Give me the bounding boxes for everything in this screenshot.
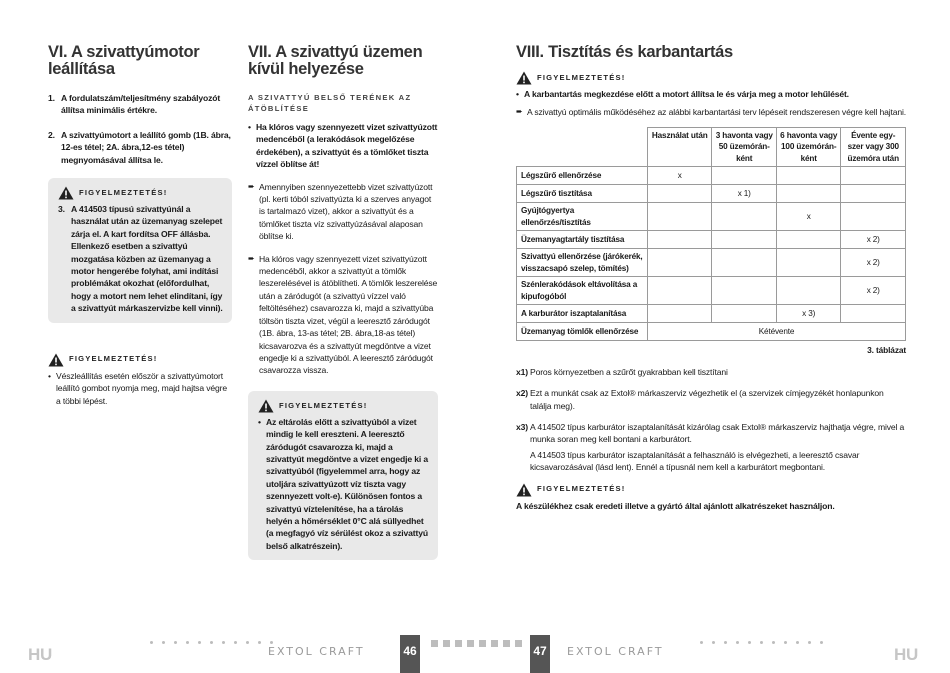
warning-title: FIGYELMEZTETÉS! xyxy=(279,400,368,410)
footer-dots xyxy=(700,641,823,645)
warning-text: Vészleállítás esetén először a szivattyúmotort leállító gombot nyomja meg, majd hajtsa végre a többi lépést. xyxy=(56,370,227,406)
table-cell: x 2) xyxy=(841,249,906,277)
footnote-key: x2) xyxy=(516,388,528,399)
table-cell xyxy=(841,167,906,185)
warning-text: Az eltárolás előtt a szivattyúból a vizet mindig le kell ereszteni. A leeresztő záródugót csavarozza ki, majd a szivattyút megdöntve a vizet engedje ki a szivattyúból (figyelemmel arra, hogy az utoljára szivattyúzott víz tiszta vagy szennyezett volt-e). Különösen fontos a szivattyú víztelenítése, ha a tárolás helyén a hőmérséklet 0°C alá süllyedhet (a megfagyó víz sérülést okoz a szivattyú belső alkatrészein). xyxy=(266,416,428,551)
page-language-label: HU xyxy=(28,645,52,664)
table-cell xyxy=(841,305,906,323)
warning-box-fuel-valve xyxy=(48,178,232,323)
footnote xyxy=(516,421,906,474)
arrow-item xyxy=(516,106,906,118)
stop-steps-list xyxy=(48,92,232,166)
table-cell: Légszűrő tisztítása xyxy=(517,185,648,203)
table-cell: Gyújtógyertya ellenőrzés/tisztítás xyxy=(517,203,648,231)
table-row xyxy=(517,249,906,277)
table-row xyxy=(517,231,906,249)
table-cell xyxy=(776,167,840,185)
table-cell xyxy=(712,167,776,185)
warning-item xyxy=(58,203,224,315)
table-cell: Szénlerakódások eltávolítása a kipufogóból xyxy=(517,277,648,305)
table-header: Használat után xyxy=(648,127,712,167)
table-cell xyxy=(712,231,776,249)
maintenance-table xyxy=(516,127,906,342)
table-cell xyxy=(648,203,712,231)
brand-logo: EXTOL CRAFT xyxy=(268,645,365,658)
arrow-right-icon: ➨ xyxy=(516,107,523,117)
table-cell: x xyxy=(776,203,840,231)
table-header-row xyxy=(517,127,906,167)
arrow-item-text: Ha klóros vagy szennyezett vizet szivattyúzott medencéből, akkor a szivattyút a tömlők leszerelésével is átöblítheti. A tömlők leszerelése után a záródugót (a szivattyú vízzel való feltöltéséhez) csavarozza ki, majd a szivattyúba töltsön tiszta vizet, végül a leeresztő záródugót (1B. ábra, 13-as tétel; 2B. ábra,18-as tétel) kicsavarozva és a szivattyút megdöntve a vizet engedje ki a szivattyúból. A leeresztő záródugót csavarozza vissza. xyxy=(259,253,438,376)
table-cell: x 2) xyxy=(841,231,906,249)
list-item xyxy=(48,92,232,117)
bullet-text: Ha klóros vagy szennyezett vizet szivattyúzott medencéből (a lerakódások megelőzése érdekében), a szivattyút és a tömlőket tiszta vízzel öblítse át! xyxy=(256,122,438,170)
section-title-vi: VI. A szivattyúmotor leállítása xyxy=(48,43,200,78)
arrow-right-icon: ➨ xyxy=(248,253,255,263)
table-cell: Szivattyú ellenőrzése (járókerék, visszacsapó szelep, tömítés) xyxy=(517,249,648,277)
footer-squares xyxy=(431,640,522,647)
warning-heading xyxy=(48,353,232,367)
step-text: A szivattyúmotort a leállító gomb (1B. ábra, 12-es tétel; 2A. ábra,12-es tétel) megnyomásával állítsa le. xyxy=(61,129,231,165)
page-number: 46 xyxy=(400,635,420,673)
arrow-item-text: Amennyiben szennyezettebb vizet szivattyúzott (pl. kerti tóból szivattyúzta ki a szerves anyagot is tartalmazó vizet), akkor a szivattyút és a tömlőket tiszta víz szivattyúzásával alaposan öblítse ki. xyxy=(259,181,433,242)
table-row xyxy=(517,277,906,305)
bullet-mark: • xyxy=(258,416,261,427)
arrow-item xyxy=(248,181,438,243)
table-cell: x 2) xyxy=(841,277,906,305)
warning-title: FIGYELMEZTETÉS! xyxy=(537,72,626,82)
table-cell xyxy=(648,249,712,277)
table-cell xyxy=(776,231,840,249)
table-cell: x 3) xyxy=(776,305,840,323)
arrow-item xyxy=(248,253,438,377)
table-cell: x 1) xyxy=(712,185,776,203)
warning-triangle-icon xyxy=(516,483,532,497)
warning-title: FIGYELMEZTETÉS! xyxy=(69,354,158,364)
bullet-mark: • xyxy=(248,122,251,132)
warning-spare-parts xyxy=(516,483,906,512)
warning-triangle-icon xyxy=(48,353,64,367)
footnote-text: Ezt a munkát csak az Extol® márkaszerviz végezhetik el (a szervizek címjegyzékét honlapunkon találja meg). xyxy=(530,388,884,411)
warning-item xyxy=(48,370,232,407)
table-cell xyxy=(648,277,712,305)
warning-heading xyxy=(58,186,224,200)
bullet-mark: • xyxy=(48,370,51,381)
footer-dots xyxy=(150,641,273,645)
warning-text: A karbantartás megkezdése előtt a motort állítsa le és várja meg a motor lehűlését. xyxy=(524,89,849,99)
footnote xyxy=(516,366,906,378)
page-number: 47 xyxy=(530,635,550,673)
warning-heading xyxy=(516,71,906,85)
footnote-body xyxy=(530,421,906,474)
table-cell xyxy=(841,203,906,231)
warning-heading xyxy=(258,399,430,413)
brand-logo: EXTOL CRAFT xyxy=(567,645,664,658)
footnote-key: x3) xyxy=(516,421,528,432)
table-row xyxy=(517,167,906,185)
warning-text: A 414503 típusú szivattyúnál a használat után az üzemanyag szelepet zárja el. A kart fordítsa OFF állásba. Ellenkező esetben a szivattyú mozgatása közben az üzemanyag a motor hengerébe folyhat, ami indítási problémákat okozhat (előfordulhat, hogy a motort nem lehet elindítani, így a szivattyút márkaszervizbe kell vinni). xyxy=(71,204,223,314)
table-cell: x xyxy=(648,167,712,185)
warning-triangle-icon xyxy=(58,186,74,200)
table-cell: Üzemanyagtartály tisztítása xyxy=(517,231,648,249)
table-cell xyxy=(712,203,776,231)
table-row xyxy=(517,203,906,231)
table-cell xyxy=(648,185,712,203)
table-cell xyxy=(712,305,776,323)
bold-bullet xyxy=(248,121,438,171)
section-title-vii: VII. A szivattyú üzemen kívül helyezése xyxy=(248,43,423,78)
bullet-mark: • xyxy=(516,89,519,99)
table-cell: Üzemanyag tömlők ellenőrzése xyxy=(517,323,648,341)
page-language-label: HU xyxy=(894,645,918,664)
table-cell: Légszűrő ellenőrzése xyxy=(517,167,648,185)
step-number: 2. xyxy=(48,129,55,140)
footnote-key: x1) xyxy=(516,366,528,377)
step-text: A fordulatszám/teljesítmény szabályozót állítsa minimális értékre. xyxy=(61,93,221,116)
step-number: 1. xyxy=(48,93,55,103)
footnote-text: Poros környezetben a szűrőt gyakrabban kell tisztítani xyxy=(530,366,728,377)
warning-box-storage xyxy=(248,391,438,560)
warning-triangle-icon xyxy=(258,399,274,413)
table-cell xyxy=(648,305,712,323)
table-corner xyxy=(517,127,648,167)
step-number: 3. xyxy=(58,204,65,215)
table-cell xyxy=(776,277,840,305)
subsection-title: A SZIVATTYÚ BELSŐ TERÉNEK AZ ÁTÖBLÍTÉSE xyxy=(248,93,412,113)
column-decommission xyxy=(248,44,438,560)
warning-heading xyxy=(516,483,906,497)
intro-text: A szivattyú optimális működéséhez az alábbi karbantartási terv lépéseit rendszeresen végre kell hajtani. xyxy=(527,107,906,118)
footnote-text: A 414503 típus karburátor iszaptalanítását a felhasználó is elvégezheti, a leeresztő csavar kicsavarozásával (lásd lent). Ennél a típusnál nem kell a karburátort megbontani. xyxy=(530,449,860,473)
section-title-viii: VIII. Tisztítás és karbantartás xyxy=(516,43,733,61)
table-header: 6 havonta vagy 100 üzemórán-ként xyxy=(776,127,840,167)
footnotes xyxy=(516,366,906,474)
table-header: 3 havonta vagy 50 üzemórán-ként xyxy=(712,127,776,167)
table-cell xyxy=(776,185,840,203)
warning-title: FIGYELMEZTETÉS! xyxy=(79,187,168,197)
warning-item xyxy=(258,416,430,552)
list-item xyxy=(48,129,232,166)
warning-triangle-icon xyxy=(516,71,532,85)
table-cell-merged: Kétévente xyxy=(648,323,906,341)
table-caption: 3. táblázat xyxy=(867,345,906,356)
warning-title: FIGYELMEZTETÉS! xyxy=(537,484,626,494)
table-cell: A karburátor iszaptalanítása xyxy=(517,305,648,323)
table-cell xyxy=(776,249,840,277)
table-row xyxy=(517,323,906,341)
footnote-text: A 414502 típus karburátor iszaptalanítását kizárólag csak Extol® márkaszerviz hajthatja végre, mivel a munka soran meg kell bontani a karburátort. xyxy=(530,421,905,445)
warning-item xyxy=(516,88,906,100)
warning-emergency-stop xyxy=(48,353,232,407)
table-row xyxy=(517,305,906,323)
table-cell xyxy=(712,249,776,277)
table-cell xyxy=(841,185,906,203)
warning-text: A készülékhez csak eredeti illetve a gyártó által ajánlott alkatrészeket használjon. xyxy=(516,500,835,511)
table-header: Évente egy-szer vagy 300 üzemóra után xyxy=(841,127,906,167)
table-cell xyxy=(712,277,776,305)
column-maintenance xyxy=(516,44,906,512)
arrow-right-icon: ➨ xyxy=(248,181,255,191)
table-cell xyxy=(648,231,712,249)
footnote xyxy=(516,387,906,412)
column-stop-motor xyxy=(48,44,232,407)
table-row xyxy=(517,185,906,203)
